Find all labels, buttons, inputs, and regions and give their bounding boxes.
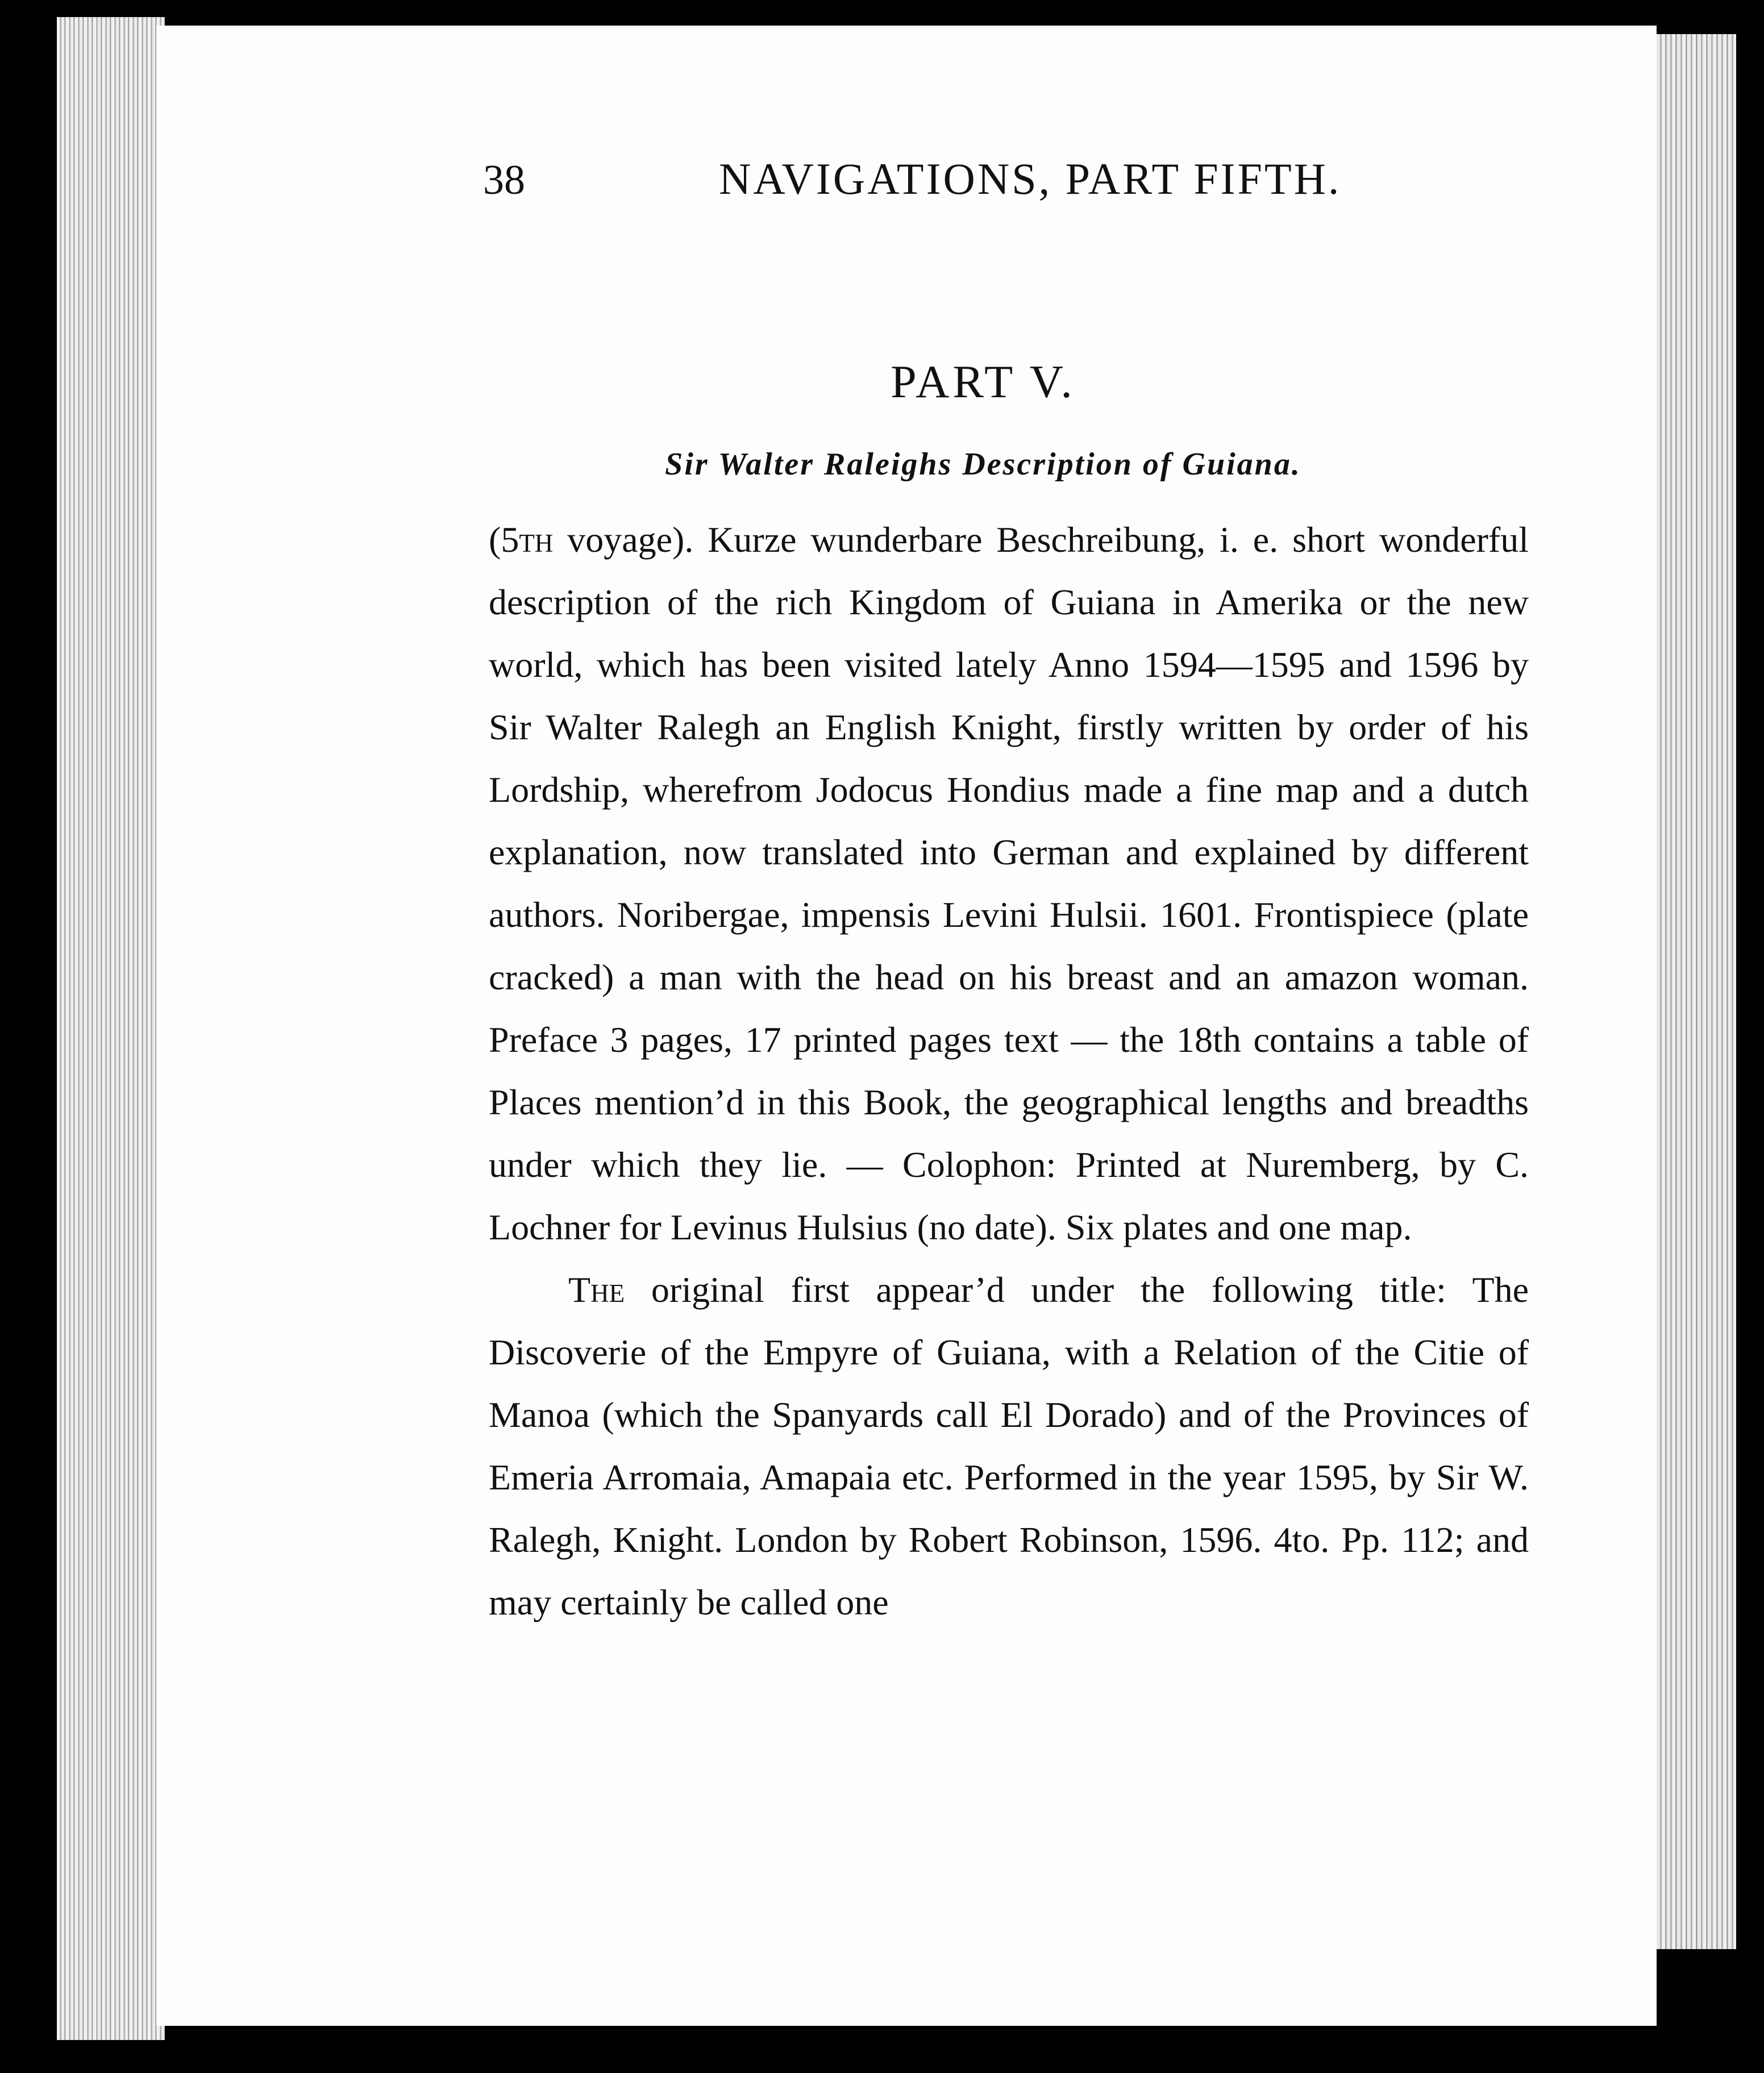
paragraph-text: original first appear’d under the following title: The Discoverie of the Empyre of Guiana, with a Relation of the Citie of Manoa (which the Spanyards call El Dorado) and of the Provinces of Emeria Arromaia, Amapaia etc. Performed in the year 1595, by Sir W. Ralegh, Knight. London by Robert Robinson, 1596. 4to. Pp. 112; and may certainly be called one [489, 1269, 1529, 1622]
book-right-page-edges [1657, 34, 1736, 1949]
running-head-title: NAVIGATIONS, PART FIFTH. [719, 154, 1342, 203]
book-left-page-edges [57, 17, 165, 2040]
page-number: 38 [483, 157, 525, 203]
body-text [489, 509, 1529, 1634]
part-subtitle: Sir Walter Raleighs Description of Guiana. [665, 447, 1301, 482]
paragraph-lead: (5th [489, 519, 554, 560]
part-heading: PART V. [891, 356, 1076, 407]
paragraph [489, 1259, 1529, 1634]
paragraph-text: voyage). Kurze wunderbare Beschreibung, i. e. short wonderful description of the rich Kingdom of Guiana in Amerika or the new world, which has been visited lately Anno 1594—1595 and 1596 by Sir Walter Ralegh an English Knight, firstly written by order of his Lordship, wherefrom Jodocus Hondius made a fine map and a dutch explanation, now translated into German and explained by different authors. Noribergae, impensis Levini Hulsii. 1601. Frontispiece (plate cracked) a man with the head on his breast and an amazon woman. Preface 3 pages, 17 printed pages text — the 18th contains a table of Places mention’d in this Book, the geographical lengths and breadths under which they lie. — Colophon: Printed at Nuremberg, by C. Lochner for Levinus Hulsius (no date). Six plates and one map. [489, 519, 1529, 1247]
paragraph [489, 509, 1529, 1259]
running-head [156, 148, 1657, 210]
book-page [156, 26, 1657, 2026]
paragraph-lead: The [568, 1269, 625, 1310]
